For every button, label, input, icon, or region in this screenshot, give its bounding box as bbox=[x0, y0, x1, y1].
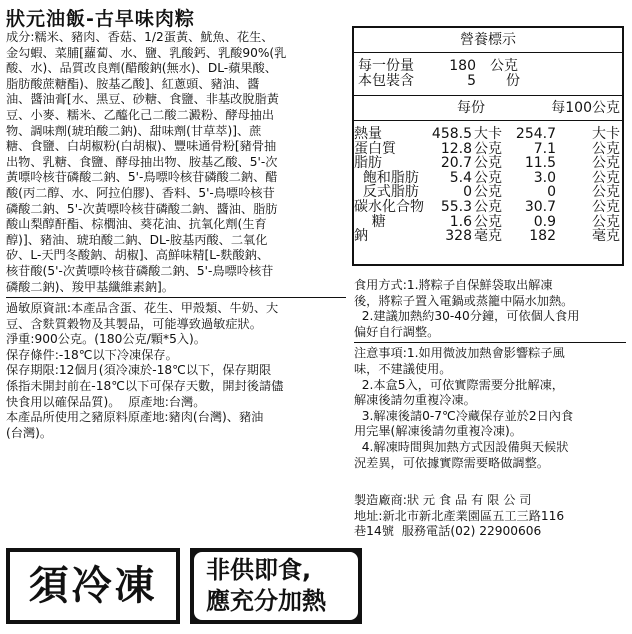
unit-per-serving: 毫克 bbox=[474, 228, 502, 245]
ingredient-panel bbox=[6, 30, 346, 441]
value-per-100g: 3.0 bbox=[533, 169, 556, 186]
unit-per-serving: 公克 bbox=[474, 184, 502, 201]
serving-value: 180 bbox=[449, 58, 476, 74]
manufacturer-block bbox=[354, 493, 626, 540]
unit-per-serving: 公克 bbox=[474, 169, 502, 186]
cook-warning-line1: 非供即食, bbox=[206, 556, 312, 584]
col-per-serving: 每份 bbox=[457, 100, 486, 116]
unit-per-100g: 公克 bbox=[592, 140, 620, 157]
keep-frozen-badge: 須冷凍 bbox=[6, 548, 180, 624]
value-per-serving: 458.5 bbox=[431, 126, 472, 142]
unit-per-serving: 公克 bbox=[474, 140, 502, 157]
value-per-serving: 55.3 bbox=[440, 198, 472, 215]
value-per-100g: 30.7 bbox=[524, 198, 556, 215]
nutrition-header bbox=[354, 95, 622, 118]
nutrition-row bbox=[354, 156, 622, 171]
col-per-100g: 每100公克 bbox=[551, 100, 620, 116]
value-per-serving: 12.8 bbox=[440, 140, 472, 157]
value-per-100g: 182 bbox=[529, 228, 556, 245]
nutrition-row bbox=[354, 142, 622, 157]
value-per-serving: 328 bbox=[445, 228, 472, 245]
servings-unit: 份 bbox=[506, 73, 520, 89]
nutrition-title: 營養標示 bbox=[354, 28, 622, 53]
unit-per-100g: 公克 bbox=[592, 169, 620, 186]
unit-per-serving: 公克 bbox=[474, 198, 502, 215]
nutrition-row bbox=[354, 215, 622, 230]
manufacturer-text: 製造廠商:狀 元 食 品 有 限 公 司 bbox=[354, 493, 532, 508]
cook-warning-line2: 應充分加熱 bbox=[206, 587, 326, 615]
nutrient-name: 熱量 bbox=[354, 126, 382, 142]
value-per-100g: 7.1 bbox=[533, 140, 556, 157]
usage-panel bbox=[354, 278, 626, 540]
serving-info bbox=[354, 53, 622, 91]
pork-origin-text: 本產品所使用之豬原料原產地:豬肉(台灣)、豬油 (台灣)。 bbox=[6, 410, 264, 440]
allergen-text: 過敏原資訊:本產品含蛋、花生、甲殼類、牛奶、大 豆、含麩質穀物及其製品，可能導致過敏症狀。 bbox=[6, 301, 279, 331]
nutrient-name: 脂肪 bbox=[354, 155, 382, 172]
divider bbox=[354, 342, 626, 343]
unit-per-100g: 大卡 bbox=[592, 126, 620, 142]
product-title: 狀元油飯-古早味肉粽 bbox=[6, 8, 195, 30]
servings-value: 5 bbox=[467, 73, 476, 89]
nutrient-name: 蛋白質 bbox=[354, 140, 396, 157]
net-weight-text: 淨重:900公克。(180公克/顆*5入)。 bbox=[6, 332, 206, 347]
nutrition-rows bbox=[354, 120, 622, 244]
nutrient-name: 碳水化合物 bbox=[354, 198, 424, 215]
value-per-serving: 20.7 bbox=[440, 155, 472, 172]
divider bbox=[6, 297, 346, 298]
unit-per-serving: 大卡 bbox=[474, 126, 502, 142]
value-per-100g: 11.5 bbox=[524, 155, 556, 172]
servings-label: 本包裝含 bbox=[358, 73, 414, 89]
value-per-100g: 0 bbox=[547, 184, 556, 201]
nutrition-row bbox=[354, 127, 622, 142]
unit-per-100g: 毫克 bbox=[592, 228, 620, 245]
serving-unit: 公克 bbox=[490, 58, 518, 74]
nutrition-row bbox=[354, 229, 622, 244]
nutrient-name: 糖 bbox=[354, 213, 386, 230]
unit-per-100g: 公克 bbox=[592, 155, 620, 172]
value-per-100g: 0.9 bbox=[533, 213, 556, 230]
nutrition-row bbox=[354, 185, 622, 200]
nutrient-name: 鈉 bbox=[354, 228, 368, 245]
cook-before-eating-badge bbox=[190, 548, 362, 624]
notes-text: 注意事項:1.如用微波加熱會影響粽子風 味，不建議使用。 2.本盒5入，可依實際需要分批解凍， 解凍後請勿重複冷凍。 3.解凍後請0-7℃冷藏保存並於2日內食 用完畢(解凍後請勿重複冷凍)。 4.解凍時間與加熱方式因設備與天候狀 況差異，可依據實際需要略做調整。 bbox=[354, 346, 574, 470]
nutrient-name: 反式脂肪 bbox=[354, 184, 419, 201]
unit-per-100g: 公克 bbox=[592, 213, 620, 230]
storage-text: 保存條件:-18℃以下冷凍保存。 bbox=[6, 347, 178, 362]
nutrition-table bbox=[352, 26, 624, 266]
address-text: 地址:新北市新北產業園區五工三路116 巷14號 服務電話(02) 22900606 bbox=[354, 508, 565, 539]
nutrient-name: 飽和脂肪 bbox=[354, 169, 419, 186]
unit-per-serving: 公克 bbox=[474, 155, 502, 172]
serving-label: 每一份量 bbox=[358, 58, 414, 74]
ingredients-text: 成分:糯米、豬肉、香菇、1/2蛋黃、魷魚、花生、 金勾蝦、菜脯[蘿蔔、水、鹽、乳酸鈣、乳酸90%(乳 酸、水)、品質改良劑(醋酸鈉(無水)、DL-蘋果酸、 脂肪酸蔗糖酯)、胺基乙酸]、紅蔥頭、豬油、醬 油、醬油膏[水、黑豆、砂糖、食鹽、非基改脫脂黃 豆、小麥、糯米、乙醯化己二酸二澱粉、酵母抽出 物、調味劑(琥珀酸二鈉)、甜味劑(甘草萃)]、蔗 糖、食鹽、白胡椒粉(白胡椒)、豐味通骨粉[豬骨抽 出物、乳糖、食鹽、酵母抽出物、胺基乙酸、5'-次 黃嘌呤核苷磷酸二鈉、5'-鳥嘌呤核苷磷酸二鈉、醋 酸(丙二醇、水、阿拉伯膠)、香料、5'-鳥嘌呤核苷 磷酸二鈉、5'-次黃嘌呤核苷磷酸二鈉、醬油、脂肪 酸山梨醇酐酯、棕櫚油、葵花油、抗氧化劑(生育 醇)]、豬油、琥珀酸二鈉、DL-胺基丙酸、二氧化 矽、L-天門冬酸鈉、胡椒]、高鮮味精[L-麩酸鈉、 核苷酸(5'-次黃嘌呤核苷磷酸二鈉、5'-鳥嘌呤核苷 磷酸二鈉)、羧甲基纖維素鈉]。 bbox=[6, 30, 287, 294]
value-per-serving: 1.6 bbox=[449, 213, 472, 230]
usage-text: 食用方式:1.將粽子自保鮮袋取出解凍 後，將粽子置入電鍋或蒸籠中隔水加熱。 2.建議加熱約30-40分鐘，可依個人食用 偏好自行調整。 bbox=[354, 278, 580, 339]
value-per-100g: 254.7 bbox=[515, 126, 556, 142]
shelf-life-text: 保存期限:12個月(須冷凍於-18℃以下，保存期限 係指未開封前在-18℃以下可保存天數，開封後請儘 快食用以確保品質)。 原產地:台灣。 bbox=[6, 363, 284, 409]
unit-per-serving: 公克 bbox=[474, 213, 502, 230]
value-per-serving: 0 bbox=[463, 184, 472, 201]
unit-per-100g: 公克 bbox=[592, 198, 620, 215]
unit-per-100g: 公克 bbox=[592, 184, 620, 201]
nutrition-row bbox=[354, 200, 622, 215]
value-per-serving: 5.4 bbox=[449, 169, 472, 186]
